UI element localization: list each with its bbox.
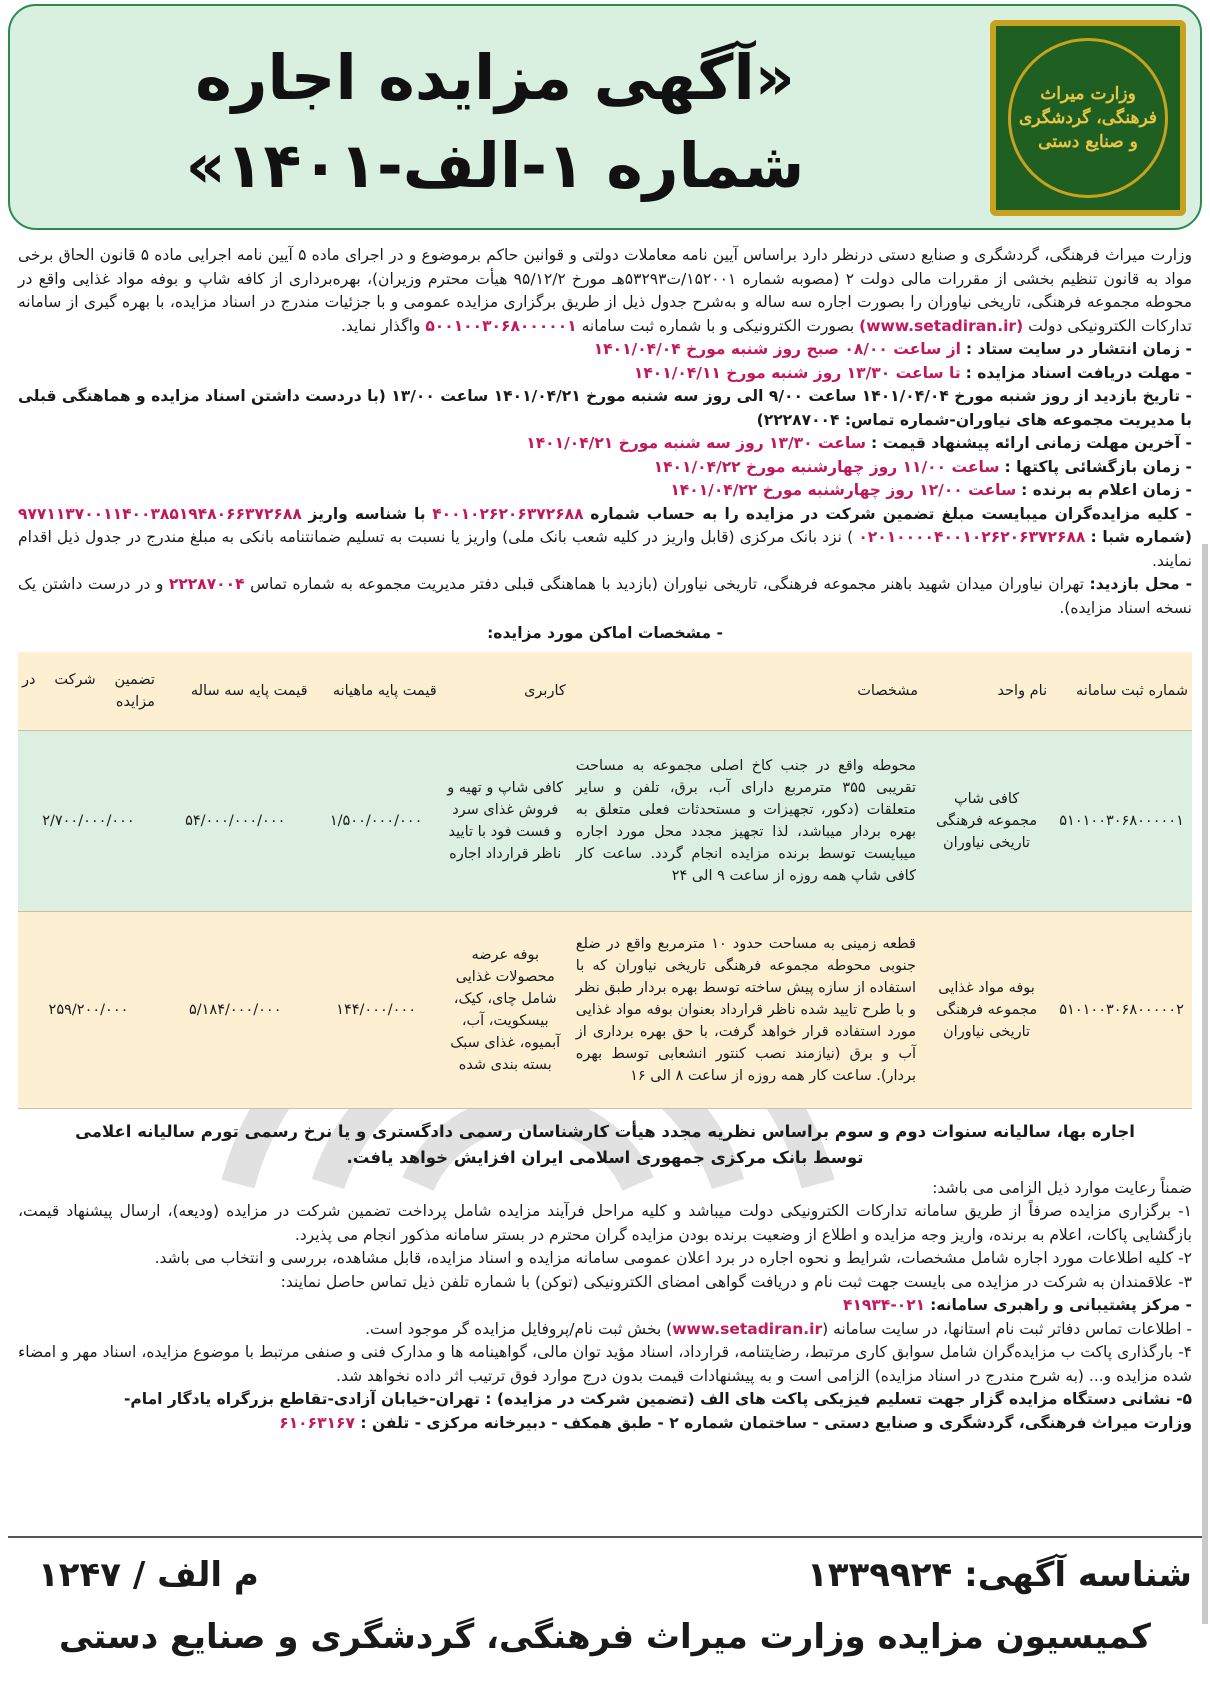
page-edge-divider xyxy=(1202,544,1208,1624)
table-header: مشخصات xyxy=(570,652,922,731)
schedule-item: - زمان بازگشائی پاکتها : ساعت ۱۱/۰۰ روز چهارشنبه مورخ ۱۴۰۱/۰۴/۲۲ xyxy=(653,457,1192,476)
schedule-item: - تاریخ بازدید از روز شنبه مورخ ۱۴۰۱/۰۴/۰۴ ساعت ۹/۰۰ الی روز سه شنبه مورخ ۱۴۰۱/۰۴/۲۱ ساعت ۱۳/۰۰ (با دردست داشتن اسناد مزایده و هماهنگی قبلی با مدیریت مجموعه های نیاوران-شماره تماس: ۲۲۲۸۷۰۰۴) xyxy=(18,387,1192,429)
registration-offices-line: - اطلاعات تماس دفاتر ثبت نام استانها، در سایت سامانه (www.setadiran.ir) بخش ثبت نام/پروفایل مزایده گر موجود است. xyxy=(365,1319,1192,1338)
setad-link[interactable]: www.setadiran.ir xyxy=(672,1319,823,1338)
cell-usage: کافی شاپ و تهیه و فروش غذای سرد و فست فود با تایید ناظر قرارداد اجاره xyxy=(441,730,570,911)
table-section-label: - مشخصات اماکن مورد مزایده: xyxy=(487,624,723,642)
requirement-item: وزارت میراث فرهنگی، گردشگری و صنایع دستی - ساختمان شماره ۲ - طبق همکف - دبیرخانه مرکزی - تلفن : ۶۱۰۶۳۱۶۷ xyxy=(279,1413,1192,1432)
cell-spec: قطعه زمینی به مساحت حدود ۱۰ مترمربع واقع در ضلع جنوبی محوطه مجموعه فرهنگی تاریخی نیاوران که با استفاده از سازه پیش ساخته توسط بهره بردار طبق نظر و با طرح تایید شده ناظر قرارداد بعنوان بوفه مواد غذایی مورد استفاده قرار خواهد گرفت، با حق بهره برداری از آب و برق (نیازمند نصب کنتور انشعابی توسط بهره بردار). ساعت کار همه روزه از ساعت ۸ الی ۱۶ xyxy=(570,911,922,1108)
requirement-item: ۲- کلیه اطلاعات مورد اجاره شامل مشخصات، شرایط و نحوه اجاره در برد اعلان عمومی سامانه مزایده و اسناد مزایده، قابل مشاهده، بررسی و انتخاب می باشد. xyxy=(154,1249,1192,1267)
table-header-row xyxy=(18,652,1192,731)
requirements-list xyxy=(18,1177,1192,1436)
commission-name: کمیسیون مزایده وزارت میراث فرهنگی، گردشگری و صنایع دستی xyxy=(59,1617,1151,1657)
cell-guarantee: ۲۵۹/۲۰۰/۰۰۰ xyxy=(18,911,159,1108)
schedule-item: - مهلت دریافت اسناد مزایده : تا ساعت ۱۳/۳۰ روز شنبه مورخ ۱۴۰۱/۰۴/۱۱ xyxy=(633,363,1192,382)
schedule-item: - آخرین مهلت زمانی ارائه پیشنهاد قیمت : ساعت ۱۳/۳۰ روز سه شنبه مورخ ۱۴۰۱/۰۴/۲۱ xyxy=(526,434,1192,452)
cell-reg: ۵۱۰۱۰۰۳۰۶۸۰۰۰۰۰۱ xyxy=(1051,730,1192,911)
table-header: کاربری xyxy=(441,652,570,731)
deposit-id: ۹۷۷۱۱۳۷۰۰۱۱۴۰۰۳۸۵۱۹۴۸۰۶۶۳۷۲۶۸۸ xyxy=(18,504,302,523)
cell-unit: بوفه مواد غذایی مجموعه فرهنگی تاریخی نیاوران xyxy=(922,911,1051,1108)
table-row xyxy=(18,911,1192,1108)
auction-table xyxy=(18,652,1192,1109)
cell-monthly: ۱۴۴/۰۰۰/۰۰۰ xyxy=(312,911,441,1108)
sheba-number: ۰۲۰۱۰۰۰۰۴۰۰۱۰۲۶۲۰۶۳۷۲۶۸۸ xyxy=(858,528,1086,546)
ad-code: م الف / ۱۲۴۷ xyxy=(38,1555,259,1595)
cell-three-year: ۵/۱۸۴/۰۰۰/۰۰۰ xyxy=(159,911,312,1108)
cell-reg: ۵۱۰۱۰۰۳۰۶۸۰۰۰۰۰۲ xyxy=(1051,911,1192,1108)
cell-monthly: ۱/۵۰۰/۰۰۰/۰۰۰ xyxy=(312,730,441,911)
page-title xyxy=(30,34,960,210)
requirement-item: ۱- برگزاری مزایده صرفاً از طریق سامانه تدارکات الکترونیکی دولت میباشد و کلیه مراحل فرآیند مزایده شامل پرداخت تضمین شرکت در مزایده (ودیعه)، ارسال پیشنهاد قیمت، بازگشایی پاکات، اعلام به برنده، واریز وجه مزایده و اطلاع از وضعیت برنده بودن مزایده گران محترم در بستر سامانه مذکور انجام می پذیرد. xyxy=(18,1202,1192,1244)
account-number: ۴۰۰۱۰۲۶۲۰۶۳۷۲۶۸۸ xyxy=(432,504,584,523)
requirement-item: ۴- بارگذاری پاکت ب مزایده‌گران شامل سوابق کاری مرتبط، رضایتنامه، قرارداد، اسناد مؤید توان مالی، گواهینامه ها و مدارک فنی و صنفی مرتبط با موضوع مزایده، اسناد مهر و امضاء شده مزایده و... (به شرح مندرج در اسناد مزایده) الزامی است و به پیشنهادات قیمت بدون درج موارد فوق ترتیب اثر داده نخواهد شد. xyxy=(18,1343,1192,1385)
schedule-item: - زمان انتشار در سایت ستاد : از ساعت ۰۸/۰۰ صبح روز شنبه مورخ ۱۴۰۱/۰۴/۰۴ xyxy=(593,340,1192,358)
support-center-line: - مرکز پشتیبانی و راهبری سامانه: ۰۲۱-۴۱۹۳۴ xyxy=(843,1296,1192,1314)
table-header: قیمت پایه ماهیانه xyxy=(312,652,441,731)
advertisement-page xyxy=(8,4,1202,1702)
table-header: نام واحد xyxy=(922,652,1051,731)
requirement-item: ۳- علاقمندان به شرکت در مزایده می بایست جهت ثبت نام و دریافت گواهی امضای الکترونیکی (توکن) با شماره تلفن ذیل تماس حاصل نمایند: xyxy=(280,1272,1192,1291)
table-row xyxy=(18,730,1192,911)
visit-phone: ۲۲۲۸۷۰۰۴ xyxy=(168,575,245,593)
requirements-intro: ضمناً رعایت موارد ذیل الزامی می باشد: xyxy=(932,1178,1192,1197)
website-link[interactable]: (www.setadiran.ir) xyxy=(859,316,1024,335)
header-banner xyxy=(8,4,1202,230)
deposit-paragraph: - کلیه مزایده‌گران میبایست مبلغ تضمین شرکت در مزایده را به حساب شماره ۴۰۰۱۰۲۶۲۰۶۳۷۲۶۸۸ با شناسه واریز ۹۷۷۱۱۳۷۰۰۱۱۴۰۰۳۸۵۱۹۴۸۰۶۶۳۷۲۶۸۸ (شماره شبا : ۰۲۰۱۰۰۰۰۴۰۰۱۰۲۶۲۰۶۳۷۲۶۸۸ ) نزد بانک مرکزی (قابل واریز در کلیه شعب بانک ملی) واریز یا نسبت به تسلیم ضمانتنامه بانکی به مبلغ مندرج در جدول ذیل اقدام نمایند. xyxy=(18,504,1192,570)
ministry-logo xyxy=(990,20,1186,216)
table-header: شماره ثبت سامانه xyxy=(1051,652,1192,731)
rent-increase-note: اجاره بها، سالیانه سنوات دوم و سوم براساس نظریه مجدد هیأت کارشناسان رسمی دادگستری و یا نرخ رسمی تورم سالیانه اعلامی توسط بانک مرکزی جمهوری اسلامی ایران افزایش خواهد یافت. xyxy=(75,1121,1135,1167)
cell-guarantee: ۲/۷۰۰/۰۰۰/۰۰۰ xyxy=(18,730,159,911)
cell-usage: بوفه عرضه محصولات غذایی شامل چای، کیک، بیسکویت، آب، آبمیوه، غذای سبک بسته بندی شده xyxy=(441,911,570,1108)
footer-divider xyxy=(8,1536,1202,1538)
cell-spec: محوطه واقع در جنب کاخ اصلی مجموعه به مساحت تقریبی ۳۵۵ مترمربع دارای آب، برق، تلفن و سایر متعلقات (دکور، تجهیزات و مستحدثات فعلی متعلق به بهره بردار میباشد، لذا تجهیز مجدد محل مورد اجاره میبایست توسط برنده مزایده انجام گردد. ساعت کار کافی شاپ همه روزه از ساعت ۹ الی ۲۴ xyxy=(570,730,922,911)
secretariat-phone: ۶۱۰۶۳۱۶۷ xyxy=(279,1413,355,1432)
table-header: قیمت پایه سه ساله xyxy=(159,652,312,731)
support-phone: ۰۲۱-۴۱۹۳۴ xyxy=(843,1296,926,1314)
title-line-1: «آگهی مزایده اجاره xyxy=(195,41,795,114)
intro-paragraph: وزارت میراث فرهنگی، گردشگری و صنایع دستی درنظر دارد براساس آیین نامه معاملات دولتی و قوانین حاکم برموضوع و در اجرای ماده ۵ آیین نامه اجرایی ماده ۵ قانون الحاق برخی مواد به قانون تنظیم بخشی از مقررات مالی دولت ۲ (مصوبه شماره ۱۵۲۰۰۱/ت۵۳۲۹۳هـ مورخ ۹۵/۱۲/۲ هیأت محترم وزیران)، بهره‌برداری از کافه شاپ و بوفه مواد غذایی واقع در محوطه مجموعه فرهنگی، تاریخی نیاوران را بصورت اجاره سه ساله و به‌شرح جدول ذیل از طریق برگزاری مزایده عمومی و با جزئیات مندرج در اسناد مزایده، با بهره گیری از سامانه تدارکات الکترونیکی دولت (www.setadiran.ir) بصورت الکترونیکی و با شماره ثبت سامانه ۵۰۰۱۰۰۳۰۶۸۰۰۰۰۰۱ واگذار نماید. xyxy=(18,246,1192,335)
cell-unit: کافی شاپ مجموعه فرهنگی تاریخی نیاوران xyxy=(922,730,1051,911)
visit-paragraph: - محل بازدید: تهران نیاوران میدان شهید باهنر مجموعه فرهنگی، تاریخی نیاوران (بازدید با هماهنگی قبلی دفتر مدیریت مجموعه به شماره تماس ۲۲۲۸۷۰۰۴ و در درست داشتن یک نسخه اسناد مزایده). xyxy=(18,575,1193,617)
schedule-item: - زمان اعلام به برنده : ساعت ۱۲/۰۰ روز چهارشنبه مورخ ۱۴۰۱/۰۴/۲۲ xyxy=(670,481,1192,499)
table-header: تضمین شرکت در مزایده xyxy=(18,652,159,731)
title-line-2: شماره ۱-الف-۱۴۰۱» xyxy=(185,129,805,202)
requirement-item: ۵- نشانی دستگاه مزایده گزار جهت تسلیم فیزیکی پاکت های الف (تضمین شرکت در مزایده) : تهران-خیابان آزادی-تقاطع بزرگراه یادگار امام- xyxy=(123,1390,1192,1408)
announcement-body xyxy=(18,244,1192,1435)
ad-id: شناسه آگهی: ۱۳۳۹۹۲۴ xyxy=(807,1555,1192,1595)
registration-number: ۵۰۰۱۰۰۳۰۶۸۰۰۰۰۰۱ xyxy=(425,316,577,335)
logo-emblem: وزارت میراث فرهنگی، گردشگری و صنایع دستی xyxy=(1008,38,1168,198)
cell-three-year: ۵۴/۰۰۰/۰۰۰/۰۰۰ xyxy=(159,730,312,911)
